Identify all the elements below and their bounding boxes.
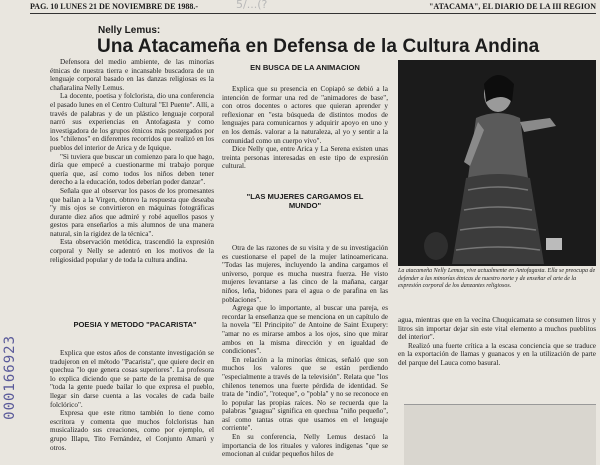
paragraph: Dice Nelly que, entre Arica y La Serena existen unas treinta personas interesadas en este tipo de expresión cultural. — [222, 145, 388, 171]
paragraph: Explica que su presencia en Copiapó se debió a la intención de formar una red de "animadores de base", con otros docentes o actores que quieran aprender y reflexionar en "esta búsqueda de distintos modos de lenguajes para comunicarnos y adquirir apoyo en uno y en los demás. valorar a la naturaleza, al yo y sentir a la comunidad como un cuerpo vivo". — [222, 85, 388, 145]
article-kicker: Nelly Lemus: — [98, 25, 161, 36]
paragraph: Defensora del medio ambiente, de las minorías étnicas de nuestra tierra e incansable buscadora de un lenguaje corporal basado en las danzas religiosas es la chañaralina Nelly Lemus. — [50, 58, 214, 92]
paragraph: Señala que al observar los pasos de los promesantes que bailan a la Virgen, obtuvo la respuesta que deseaba "y mis ojos se convirtieron en máquinas fotográficas durante diez años que admiré y robé aquellos pasos y gestos para enseñarlos a mis alumnos de una manera natural, sin la rigidez de la técnica". — [50, 186, 214, 238]
paragraph: En su conferencia, Nelly Lemus destacó la importancia de los rituales y valores indígenas "que se emocionan al cuidar pequeños hilos de — [222, 433, 388, 459]
header-date: PAG. 10 LUNES 21 DE NOVIEMBRE DE 1988.- — [30, 2, 199, 11]
photo-caption: La atacameña Nelly Lemus, vive actualmente en Antofagasta. Ella se preocupa de defender a las minorías étnicas de nuestro norte y de enseñar el arte de la expresión corporal de los danzantes religiosos. — [398, 268, 596, 290]
paragraph: agua, mientras que en la vecina Chuquicamata se consumen litros y litros sin importar dejar sin este vital elemento a muchos pueblitos del interior". — [398, 316, 596, 342]
adjacent-article-fragment — [404, 404, 596, 465]
photo-illustration — [398, 60, 596, 266]
article-column-1b — [50, 349, 214, 452]
paragraph: Otra de las razones de su visita y de su investigación es cuestionarse el papel de la mujer latinoamericana. "Todas las mujeres, incluyendo la andina cargamos el universo, porque es mucha nuestra fuerza. He visto mujeres levantarse a las cinco de la mañana, cargar niños, leña, bidones para el agua o de parafina en las poblaciones". — [222, 244, 388, 304]
paragraph: Explica que estos años de constante investigación se tradujeron en el método "Pacarista", que quiere decir en quechua "lo que genera cosas superiores". La profesora lo explica diciendo que se parte de la premisa de que "toda la gente puede bailar lo que expresa el pueblo, llegar sin darse cuenta a las vocales de cada baile folclórico". — [50, 349, 214, 409]
paragraph: Realizó una fuerte crítica a la escasa conciencia que se traduce en la exportación de llamas y guanacos y en la utilización de parte del parque del Lauca como basural. — [398, 341, 596, 367]
header-paper-name: "ATACAMA", EL DIARIO DE LA III REGION — [428, 2, 596, 11]
page-header — [30, 0, 596, 12]
subheading-mujeres: "LAS MUJERES CARGAMOS EL MUNDO" — [246, 192, 364, 210]
paragraph: "Si tuviera que buscar un comienzo para lo que hago, diría que empecé a cuestionarme mi trabajo porque quería que, así como todos los niños deben tener derecho a la educación, todos deberían poder danzar". — [50, 152, 214, 187]
subheading-animacion: EN BUSCA DE LA ANIMACION — [250, 63, 360, 72]
paragraph: En relación a la minorías étnicas, señaló que son muchos los valores que se están perdiendo "especialmente a través de la televisión". Relata que "los chilenos tenemos una fuerte pérdida de identidad. Se trata de "indio", "roteque", o "pobla" y no se reconoce en lo popular las propias raíces. No se recuerda que la palabras "guagua" significa en quechua "niño pequeño", así como tantas otras que usamos en el lenguaje corriente". — [222, 355, 388, 433]
portrait-photo — [398, 60, 596, 266]
article-column-1 — [50, 58, 214, 264]
archive-number-stamp: 000166923 — [2, 335, 18, 420]
paragraph: Esta observación metódica, trascendió la expresión corporal y Nelly se adentró en los motivos de la religiosidad popular y de toda la cultura andina. — [50, 238, 214, 264]
article-column-2 — [222, 85, 388, 171]
header-rule — [30, 13, 596, 14]
handwritten-mark: 5/...(? — [236, 0, 268, 11]
paragraph: La docente, poetisa y folclorista, dio una conferencia el pasado lunes en el Centro Cultural "El Puente". Allí, a través de palabras y de un plástico lenguaje corporal narró sus experiencias en Antofagasta y como investigadora de los grupos étnicos más postergados por los "chilenos" en diferentes recorridos que realizó en los pueblos del interior de Arica y de Iquique. — [50, 92, 214, 152]
paragraph: Expresa que este ritmo también lo tiene como escritora y comenta que muchos folcloristas han musicalizado sus creaciones, como por ejemplo, el grupo Illapu, Tito Fernández, el Conjunto Amarú y otros. — [50, 409, 214, 452]
paragraph: Agrega que lo importante, al buscar una pareja, es recordar la enseñanza que se menciona en un capítulo de la novela "El Principito" de Antoine de Saint Exupery: "amar no es mirarse ambos a los ojos, sino que mirar ambos en la misma dirección y en igualdad de condiciones". — [222, 304, 388, 356]
article-column-3 — [398, 316, 596, 368]
article-column-2b — [222, 244, 388, 459]
subheading-poesia: POESIA Y METODO "PACARISTA" — [73, 320, 197, 329]
article-title: Una Atacameña en Defensa de la Cultura Andina — [97, 36, 540, 57]
